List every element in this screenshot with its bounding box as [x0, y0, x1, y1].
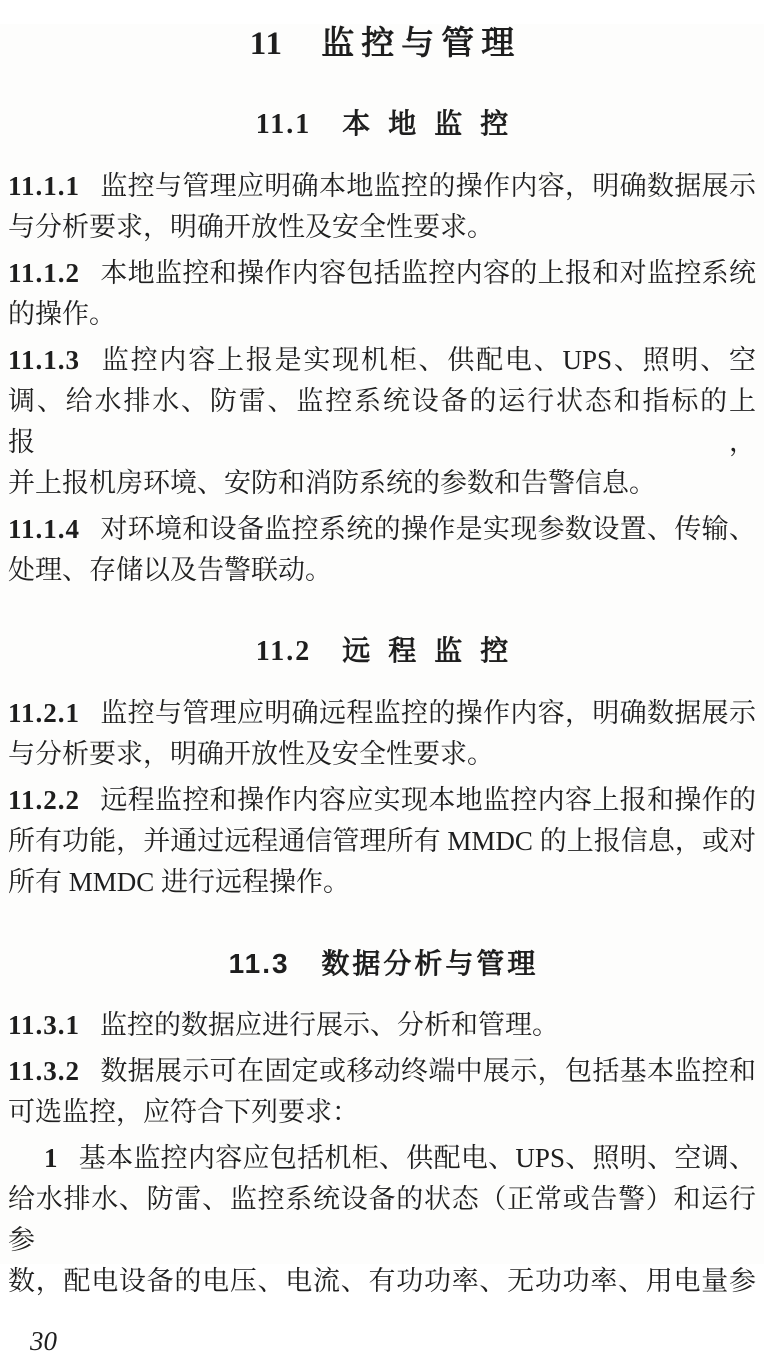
- section-number: 11.3: [228, 948, 290, 979]
- section-number: 11.1: [255, 109, 312, 140]
- clause-number: 11.1.4: [8, 514, 81, 544]
- clause-text: 基本监控内容应包括机柜、供配电、UPS、照明、空调、: [78, 1143, 756, 1173]
- clause-line: 所有功能，并通过远程通信管理所有 MMDC 的上报信息，或对: [8, 826, 756, 856]
- clause-line: 与分析要求，明确开放性及安全性要求。: [8, 739, 494, 769]
- subitem-number: 1: [44, 1143, 59, 1173]
- clause-line: 数，配电设备的电压、电流、有功功率、无功功率、用电量参: [8, 1266, 756, 1296]
- clause-line: 处理、存储以及告警联动。: [8, 555, 332, 585]
- clause-text: 本地监控和操作内容包括监控内容的上报和对监控系统: [100, 258, 756, 288]
- clause-11-3-2: [8, 1051, 756, 1133]
- document-page: [0, 24, 764, 1356]
- section-11-2-body: [8, 693, 756, 903]
- clause-number: 11.2.1: [8, 698, 81, 728]
- section-heading-11-3: [8, 949, 756, 979]
- clause-line: 可选监控，应符合下列要求：: [8, 1097, 359, 1127]
- chapter-heading: [8, 24, 756, 64]
- clause-line: [8, 780, 756, 821]
- clause-line: 的操作。: [8, 299, 116, 329]
- clause-11-1-1: [8, 166, 756, 248]
- clause-line: [8, 166, 756, 207]
- clause-line: 调、给水排水、防雷、监控系统设备的运行状态和指标的上报，: [8, 386, 756, 457]
- clause-text: 数据展示可在固定或移动终端中展示，包括基本监控和: [100, 1056, 756, 1086]
- section-11-1-body: [8, 166, 756, 591]
- clause-text: 监控的数据应进行展示、分析和管理。: [100, 1010, 560, 1040]
- clause-line: [8, 253, 756, 294]
- clause-number: 11.2.2: [8, 785, 81, 815]
- clause-line: [8, 509, 756, 550]
- section-title: 远程监控: [342, 636, 527, 667]
- clause-line: [8, 1005, 756, 1046]
- clause-text: 远程监控和操作内容应实现本地监控内容上报和操作的: [100, 785, 756, 815]
- page-number: 30: [30, 1326, 57, 1356]
- clause-number: 11.1.3: [8, 345, 81, 375]
- chapter-title: 监控与管理: [321, 26, 522, 62]
- clause-line: [8, 1138, 756, 1179]
- clause-text: 监控与管理应明确远程监控的操作内容，明确数据展示: [100, 698, 756, 728]
- clause-line: 给水排水、防雷、监控系统设备的状态（正常或告警）和运行参: [8, 1184, 756, 1255]
- clause-line: [8, 693, 756, 734]
- clause-text: 监控与管理应明确本地监控的操作内容，明确数据展示: [100, 171, 756, 201]
- clause-number: 11.1.1: [8, 171, 81, 201]
- section-heading-11-1: [8, 110, 756, 140]
- clause-number: 11.1.2: [8, 258, 81, 288]
- clause-11-2-2: [8, 780, 756, 903]
- clause-line: 与分析要求，明确开放性及安全性要求。: [8, 212, 494, 242]
- clause-text: 对环境和设备监控系统的操作是实现参数设置、传输、: [100, 514, 756, 544]
- clause-number: 11.3.1: [8, 1010, 81, 1040]
- clause-11-2-1: [8, 693, 756, 775]
- section-title: 本地监控: [342, 109, 527, 140]
- clause-text: 监控内容上报是实现机柜、供配电、UPS、照明、空: [100, 345, 756, 375]
- section-heading-11-2: [8, 637, 756, 667]
- section-number: 11.2: [255, 636, 312, 667]
- subitem-1: [8, 1138, 756, 1302]
- clause-line: [8, 1051, 756, 1092]
- clause-line: [8, 340, 756, 381]
- clause-11-1-3: [8, 340, 756, 504]
- chapter-number: 11: [249, 26, 283, 62]
- clause-11-1-2: [8, 253, 756, 335]
- section-11-3-body: [8, 1005, 756, 1302]
- clause-11-3-1: [8, 1005, 756, 1046]
- clause-line: 所有 MMDC 进行远程操作。: [8, 867, 351, 897]
- clause-number: 11.3.2: [8, 1056, 81, 1086]
- section-title: 数据分析与管理: [321, 948, 539, 979]
- clause-line: 并上报机房环境、安防和消防系统的参数和告警信息。: [8, 468, 656, 498]
- clause-11-1-4: [8, 509, 756, 591]
